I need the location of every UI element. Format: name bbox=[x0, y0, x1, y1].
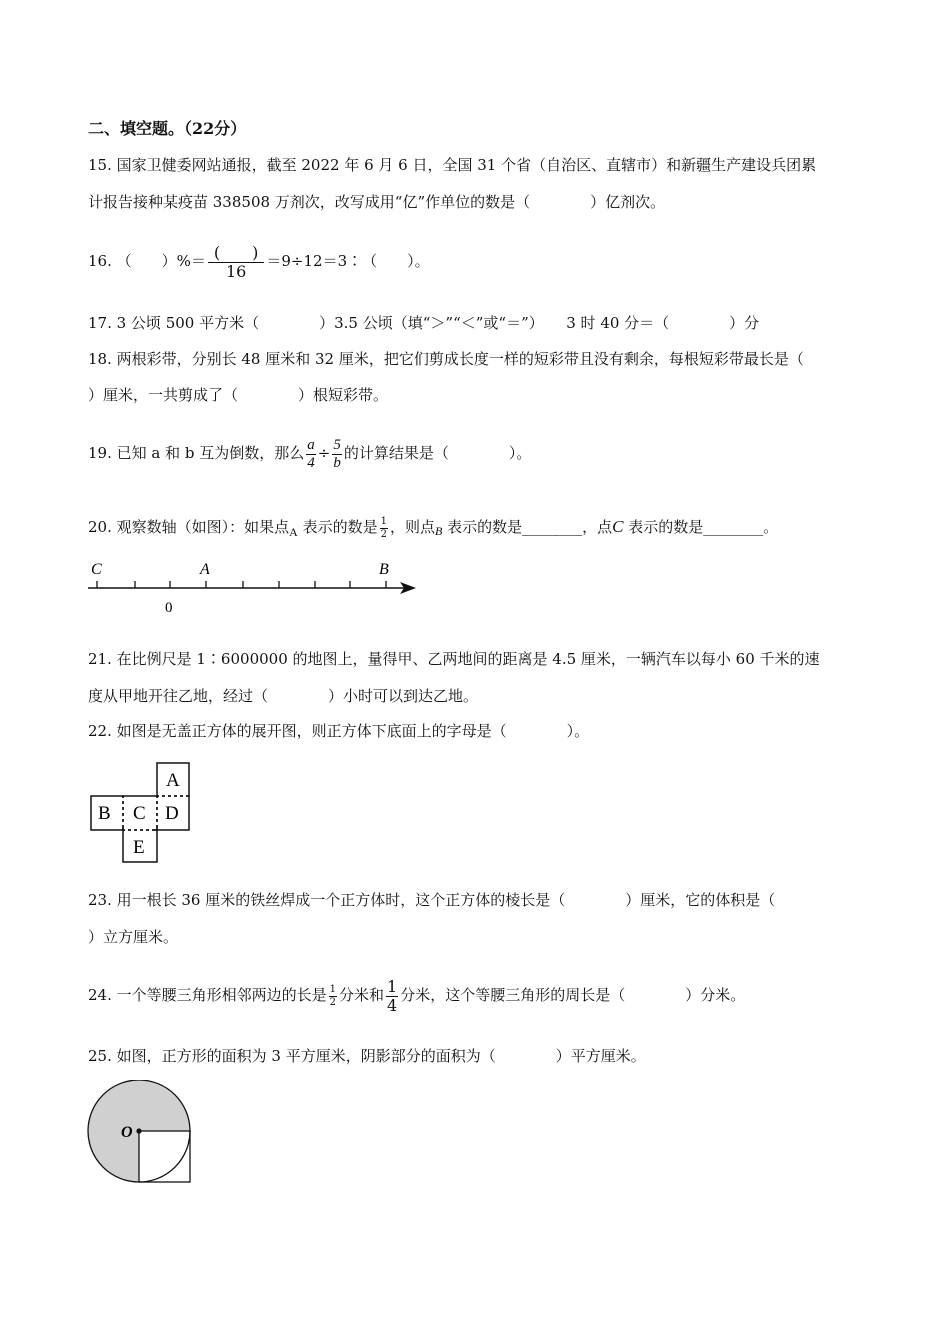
cube-net-figure bbox=[88, 762, 194, 866]
q24-post: 分米，这个等腰三角形的周长是（ ）分米。 bbox=[400, 986, 746, 1004]
q21-line2: 度从甲地开往乙地，经过（ ）小时可以到达乙地。 bbox=[88, 687, 479, 705]
letter-b: B bbox=[98, 803, 111, 824]
q23-line1: 23. 用一根长 36 厘米的铁丝焊成一个正方体时，这个正方体的棱长是（ ）厘米，它的体积是（ bbox=[88, 891, 776, 909]
center-point bbox=[136, 1128, 141, 1133]
label-zero: 0 bbox=[165, 600, 173, 616]
label-a: A bbox=[200, 561, 210, 578]
q24-fraction-2 bbox=[386, 976, 398, 1015]
q15-line1: 15. 国家卫健委网站通报，截至 2022 年 6 月 6 日，全国 31 个省（自治区、直辖市）和新疆生产建设兵团累 bbox=[88, 156, 817, 174]
q20-mid3: 表示的数是________，点 bbox=[447, 518, 613, 536]
q24-pre: 24. 一个等腰三角形相邻两边的长是 bbox=[88, 986, 327, 1004]
section-title: 二、填空题。（22分） bbox=[88, 119, 247, 138]
q19-post: 的计算结果是（ ）。 bbox=[343, 444, 532, 462]
q19-fraction-2 bbox=[332, 438, 342, 471]
letter-a: A bbox=[166, 770, 180, 791]
q24-mid: 分米和 bbox=[339, 986, 385, 1004]
q20-point-c: C bbox=[612, 517, 624, 536]
letter-c: C bbox=[133, 803, 146, 824]
q24-f1-den: 2 bbox=[329, 996, 336, 1008]
q18-line2: ）厘米，一共剪成了（ ）根短彩带。 bbox=[88, 386, 389, 404]
q25: 25. 如图，正方形的面积为 3 平方厘米，阴影部分的面积为（ ）平方厘米。 bbox=[88, 1047, 646, 1065]
q19-f1-num: a bbox=[307, 436, 315, 453]
q20-mid1: 表示的数是 bbox=[302, 518, 378, 536]
q19-op: ÷ bbox=[317, 444, 331, 462]
q19-f2-den: b bbox=[333, 454, 341, 471]
q20-frac-den: 2 bbox=[380, 528, 387, 540]
q21-line1: 21. 在比例尺是 1∶6000000 的地图上，量得甲、乙两地间的距离是 4.5 厘米，一辆汽车以每小 60 千米的速 bbox=[88, 650, 820, 668]
q16-frac-den: 16 bbox=[225, 261, 247, 281]
q17: 17. 3 公顷 500 平方米（ ）3.5 公顷（填“＞”“＜”或“＝”） 3 时 40 分＝（ ）分 bbox=[88, 314, 760, 332]
q20-mid2: ，则点 bbox=[389, 518, 435, 536]
q20-pre: 20. 观察数轴（如图）：如果点 bbox=[88, 518, 290, 536]
letter-e: E bbox=[133, 837, 145, 858]
square bbox=[139, 1131, 190, 1182]
q20-fraction bbox=[380, 517, 388, 540]
center-label: O bbox=[121, 1124, 133, 1141]
letter-d: D bbox=[165, 803, 179, 824]
q15-line2: 计报告接种某疫苗 338508 万剂次，改写成用“亿”作单位的数是（ ）亿剂次。 bbox=[88, 193, 666, 211]
q23-line2: ）立方厘米。 bbox=[88, 928, 179, 946]
q24-f2-den: 4 bbox=[387, 995, 398, 1015]
circle-square-figure bbox=[84, 1080, 196, 1186]
q19-f2-num: 5 bbox=[333, 436, 341, 453]
q19 bbox=[88, 430, 531, 476]
label-c: C bbox=[91, 561, 102, 578]
q22: 22. 如图是无盖正方体的展开图，则正方体下底面上的字母是（ ）。 bbox=[88, 722, 590, 740]
q24-fraction-1 bbox=[329, 985, 337, 1008]
q24 bbox=[88, 972, 745, 1018]
q16 bbox=[88, 237, 430, 285]
q20-frac-num: 1 bbox=[380, 515, 387, 527]
q19-f1-den: 4 bbox=[307, 454, 315, 471]
q16-post: ＝9÷12＝3∶（ ）。 bbox=[266, 252, 430, 270]
q20-post: 表示的数是________。 bbox=[628, 518, 779, 536]
number-line-ticks bbox=[97, 581, 386, 588]
q19-fraction-1 bbox=[306, 438, 316, 471]
q24-f2-num: 1 bbox=[387, 976, 398, 996]
q20-point-b: B bbox=[434, 524, 443, 538]
q16-pre: 16. （ ）%＝ bbox=[88, 252, 206, 270]
q16-frac-num: ( ) bbox=[208, 245, 265, 263]
number-line-figure bbox=[84, 556, 424, 618]
q20 bbox=[88, 510, 778, 549]
q20-point-a: A bbox=[289, 525, 298, 539]
q16-fraction bbox=[208, 242, 265, 281]
label-b: B bbox=[379, 561, 389, 578]
q24-f1-num: 1 bbox=[329, 983, 336, 995]
q19-pre: 19. 已知 a 和 b 互为倒数，那么 bbox=[88, 444, 305, 462]
q18-line1: 18. 两根彩带，分别长 48 厘米和 32 厘米，把它们剪成长度一样的短彩带且没有剩余，每根短彩带最长是（ bbox=[88, 350, 804, 368]
